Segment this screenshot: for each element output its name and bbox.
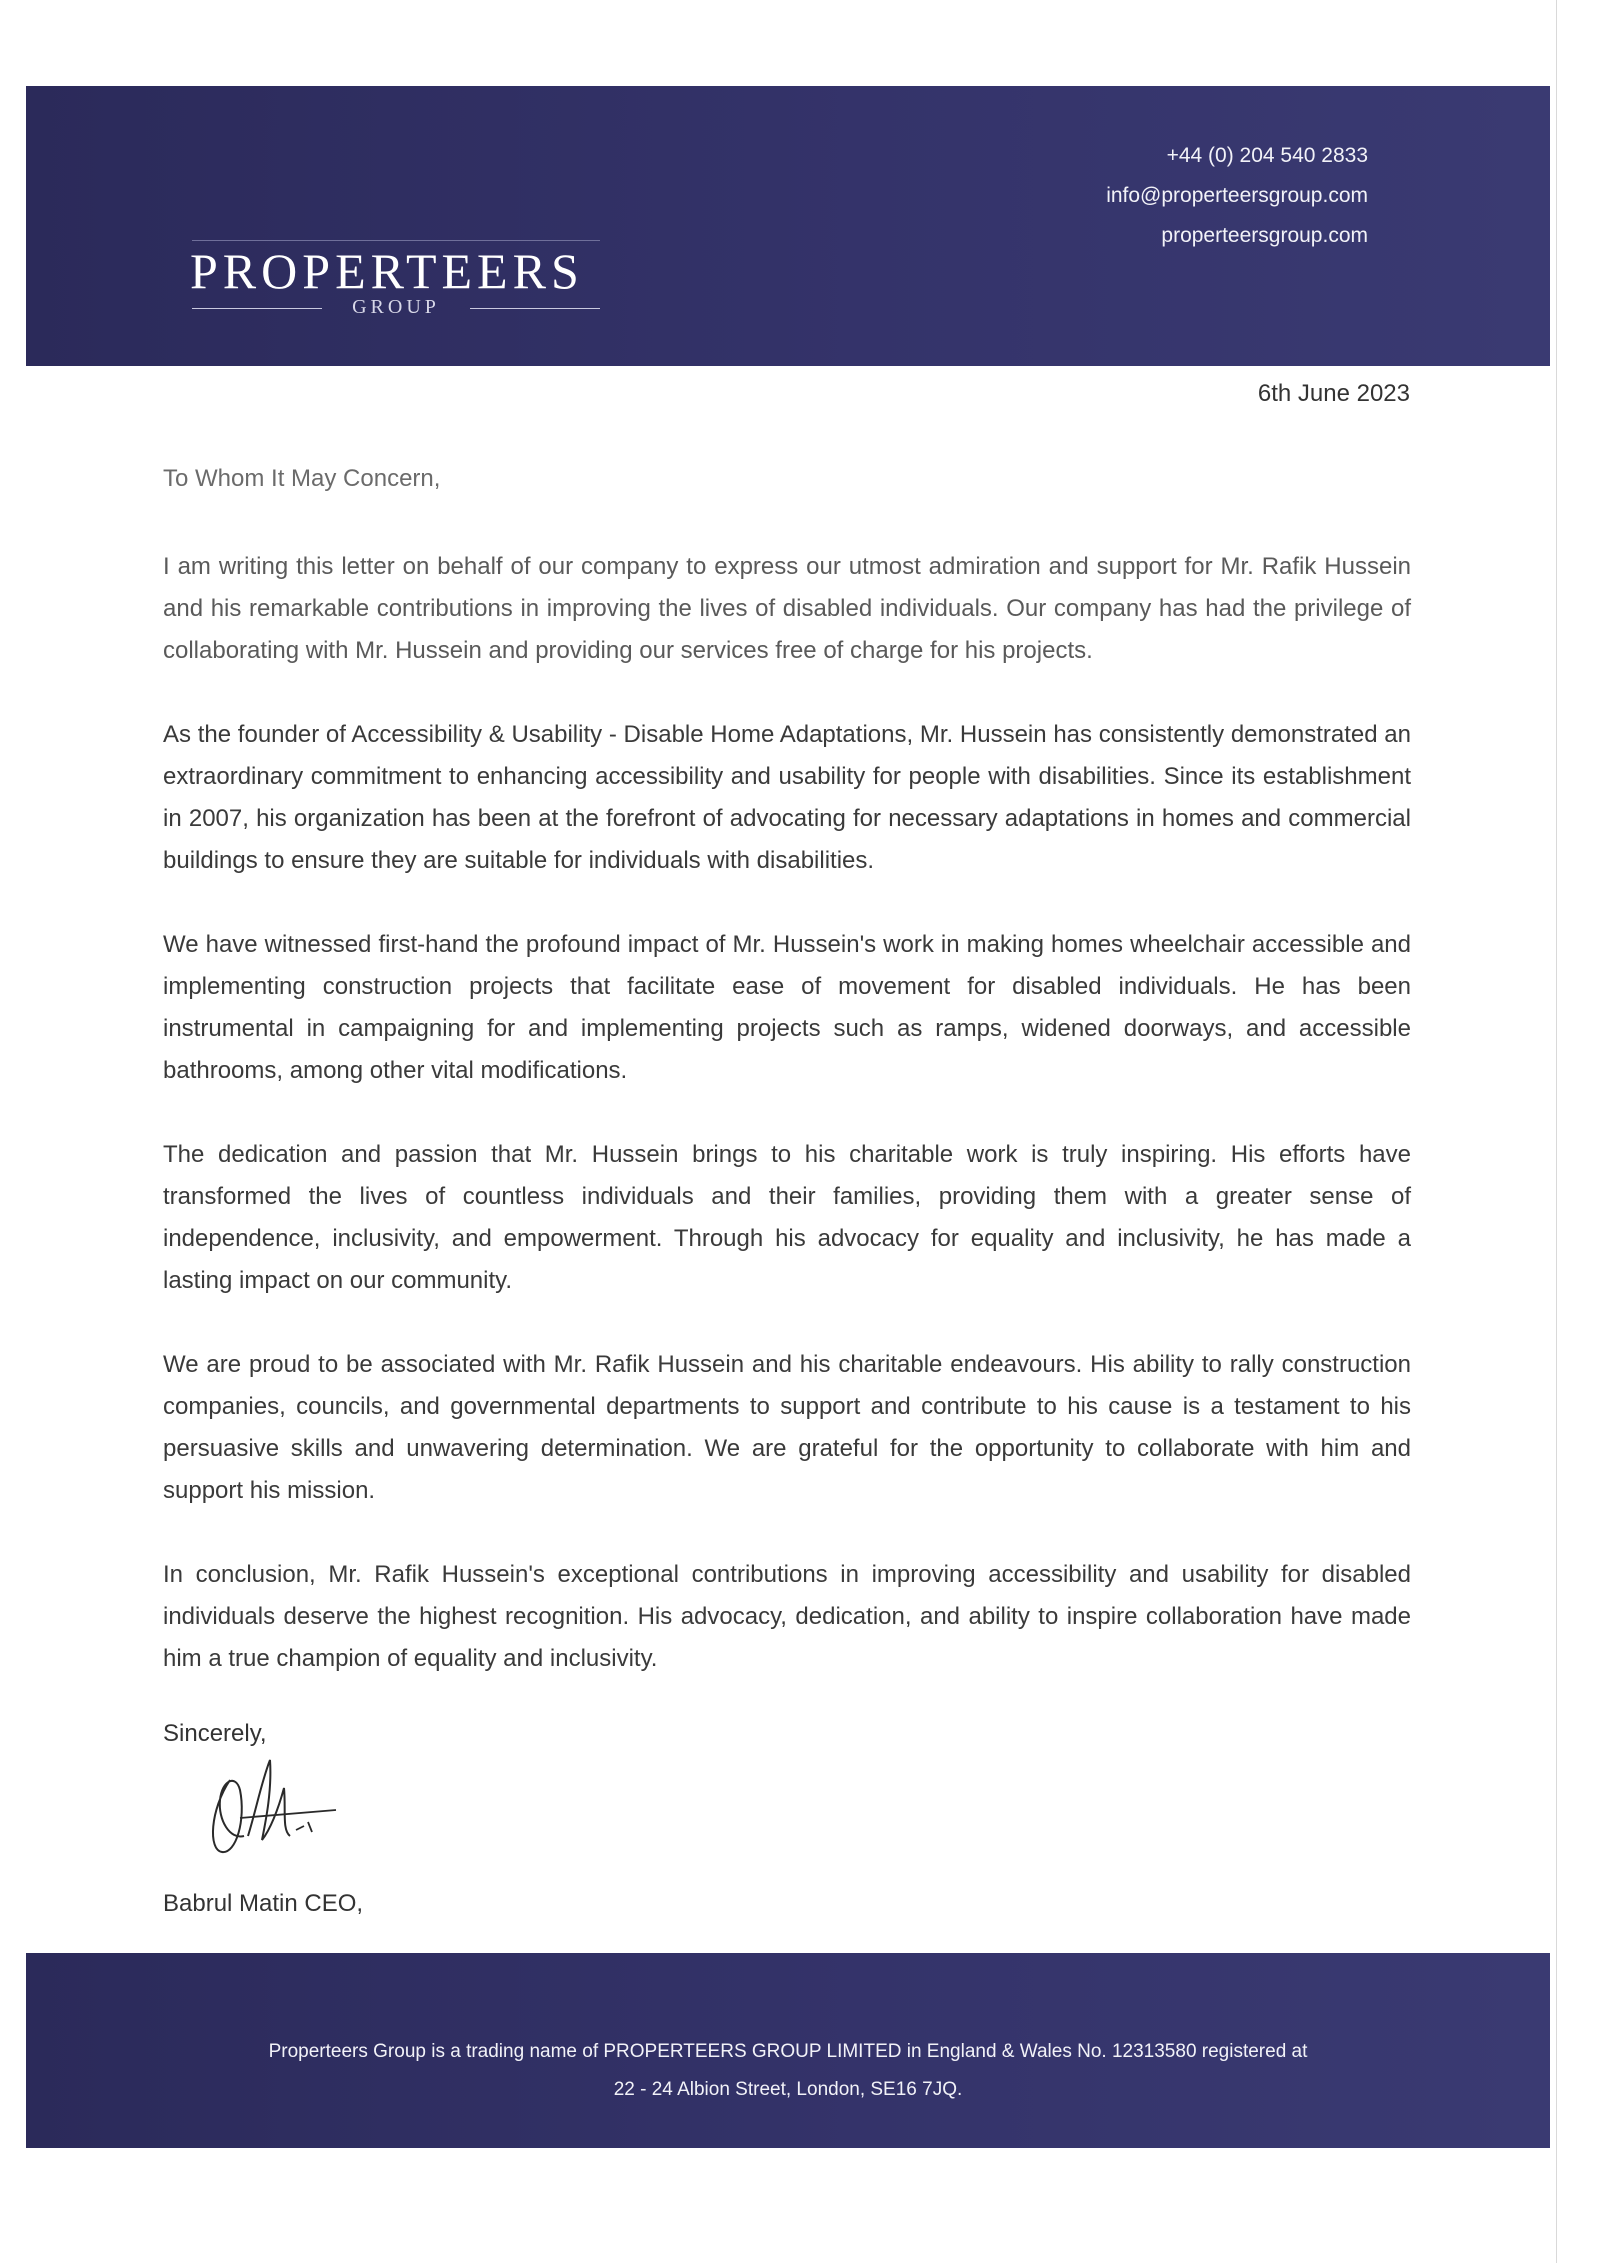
footer-registration [26,2033,1550,2109]
letterhead-header [26,86,1550,366]
letter-salutation: To Whom It May Concern, [163,465,441,492]
logo-subtitle: GROUP [352,296,440,318]
footer-line-1: Properteers Group is a trading name of PROPERTEERS GROUP LIMITED in England & Wales No. 12313580 registered at [268,2041,1308,2062]
signer-name: Babrul Matin CEO, [163,1890,364,1917]
paragraph-4: The dedication and passion that Mr. Hussein brings to his charitable work is truly inspiring. His efforts have transformed the lives of countless individuals and their families, providing them with a greater sense of independence, inclusivity, and empowerment. Through his advocacy for equality and inclusivity, he has made a lasting impact on our community. [163,1141,1411,1294]
letterhead-footer [26,1953,1550,2148]
logo-subtitle-row [192,294,600,324]
paragraph-3: We have witnessed first-hand the profound impact of Mr. Hussein's work in making homes wheelchair accessible and implementing construction projects that facilitate ease of movement for disabled individuals. He has been instrumental in campaigning for and implementing projects such as ramps, widened doorways, and accessible bathrooms, among other vital modifications. [163,931,1411,1084]
contact-website: properteersgroup.com [1161,224,1368,247]
paragraph-5: We are proud to be associated with Mr. Rafik Hussein and his charitable endeavours. His ability to rally construction companies, councils, and governmental departments to support and contribute to his cause is a testament to his persuasive skills and unwavering determination. We are grateful for the opportunity to collaborate with him and support his mission. [163,1351,1411,1504]
logo-rule-right [470,308,600,309]
scan-edge-line [1556,0,1557,2263]
paragraph-2: As the founder of Accessibility & Usability - Disable Home Adaptations, Mr. Hussein has consistently demonstrated an extraordinary commitment to enhancing accessibility and usability for people with disabilities. Since its establishment in 2007, his organization has been at the forefront of advocating for necessary adaptations in homes and commercial buildings to ensure they are suitable for individuals with disabilities. [163,721,1411,874]
letter-body [163,546,1411,1722]
paragraph-1: I am writing this letter on behalf of our company to express our utmost admiration and support for Mr. Rafik Hussein and his remarkable contributions in improving the lives of disabled individuals. Our company has had the privilege of collaborating with Mr. Hussein and providing our services free of charge for his projects. [163,553,1411,664]
contact-email: info@properteersgroup.com [1106,184,1368,207]
logo-top-rule [192,240,600,241]
letter-closing: Sincerely, [163,1720,267,1747]
letter-date: 6th June 2023 [1257,380,1410,407]
footer-line-2: 22 - 24 Albion Street, London, SE16 7JQ. [613,2079,963,2100]
logo-title: PROPERTEERS [190,243,584,299]
paragraph-6: In conclusion, Mr. Rafik Hussein's exceptional contributions in improving accessibility and usability for disabled individuals deserve the highest recognition. His advocacy, dedication, and ability to inspire collaboration have made him a true champion of equality and inclusivity. [163,1561,1411,1672]
contact-phone: +44 (0) 204 540 2833 [1166,144,1368,167]
company-logo [164,154,604,318]
contact-block [1106,136,1368,256]
handwritten-signature [200,1740,340,1870]
